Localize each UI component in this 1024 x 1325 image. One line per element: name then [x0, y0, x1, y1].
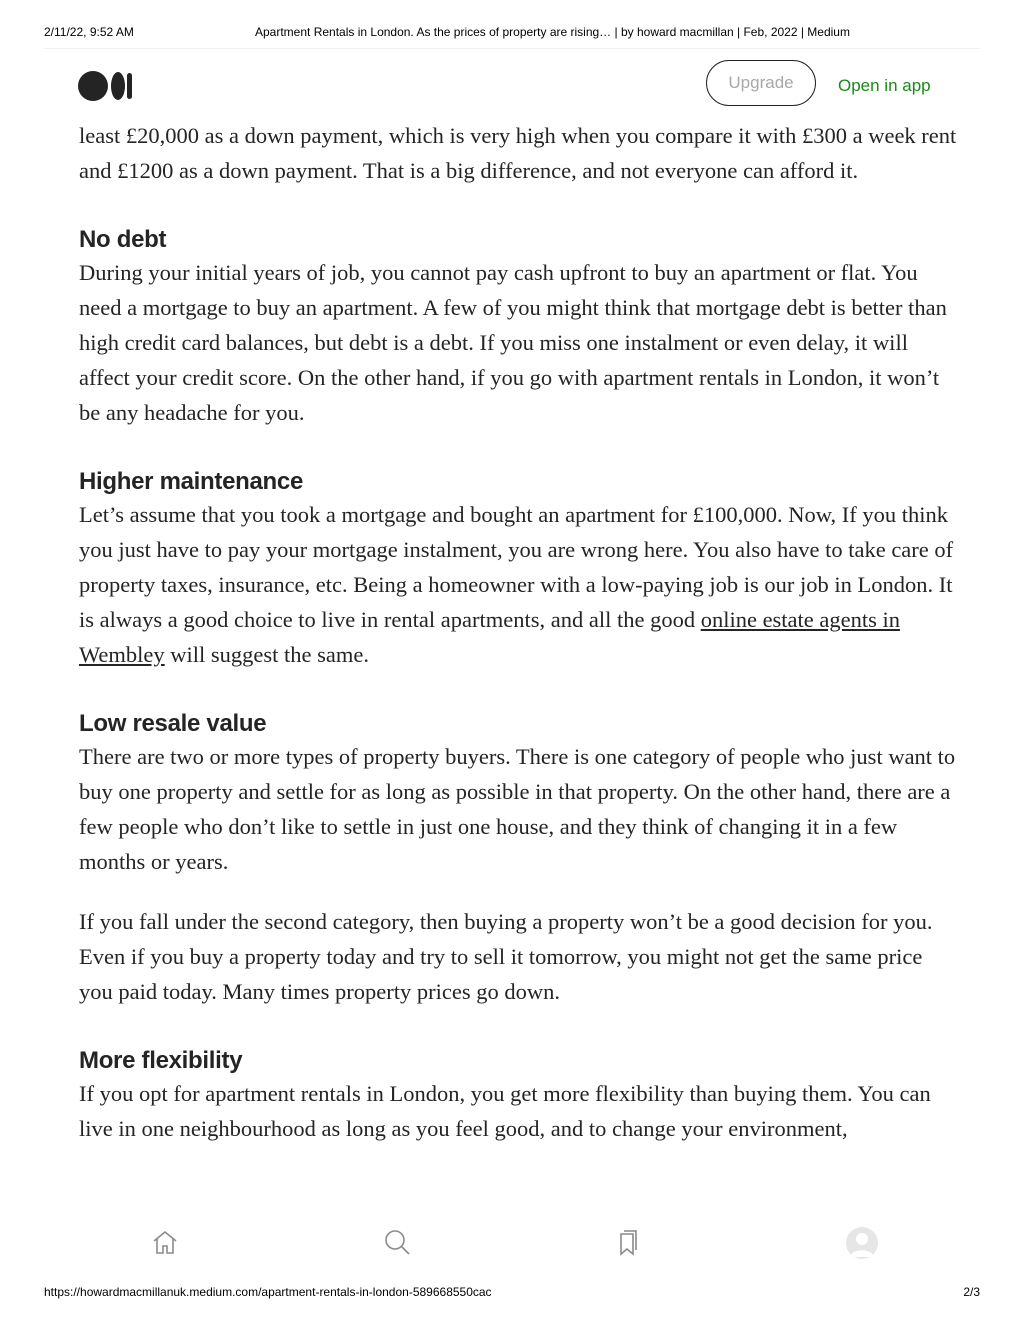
print-url: https://howardmacmillanuk.medium.com/apartment-rentals-in-london-589668550cac: [44, 1285, 492, 1299]
section-heading: Low resale value: [79, 710, 267, 737]
bottom-navigation: [0, 1205, 1024, 1283]
upgrade-button[interactable]: Upgrade: [706, 60, 816, 106]
article-paragraph: [79, 497, 959, 672]
medium-logo-icon[interactable]: [78, 70, 138, 102]
section-heading: Higher maintenance: [79, 468, 303, 495]
article-paragraph: If you fall under the second category, then buying a property won’t be a good decision for you. Even if you buy a property today and try to sell it tomorrow, you might not get the same price you paid today. Many times property prices go down.: [79, 909, 933, 1004]
section-heading: No debt: [79, 226, 167, 253]
print-datetime: 2/11/22, 9:52 AM: [44, 25, 134, 39]
top-bar-divider: [44, 48, 980, 49]
estate-agents-link[interactable]: online estate agents in Wembley: [79, 607, 901, 667]
print-header: [0, 25, 1024, 41]
search-icon[interactable]: [382, 1227, 412, 1257]
open-in-app-link[interactable]: Open in app: [838, 76, 931, 95]
home-icon[interactable]: [150, 1227, 180, 1257]
article-body: [79, 118, 959, 1146]
paragraph-text: Let’s assume that you took a mortgage and bought an apartment for £100,000. Now, If you think you just have to pay your mortgage instalment, you are wrong here. You also have to take care of property taxes, insurance, etc. Being a homeowner with a low-paying job is our job in London. It is always a good choice to live in rental apartments, and all the good: [79, 502, 954, 632]
print-footer: [0, 1285, 1024, 1301]
print-page-number: 2/3: [963, 1285, 980, 1299]
top-bar: [0, 48, 1024, 124]
bookmarks-icon[interactable]: [613, 1227, 643, 1257]
profile-avatar[interactable]: [846, 1227, 878, 1259]
article-paragraph: least £20,000 as a down payment, which is very high when you compare it with £300 a week rent and £1200 as a down payment. That is a big difference, and not everyone can afford it.: [79, 123, 957, 183]
section-heading: More flexibility: [79, 1047, 243, 1074]
article-paragraph: If you opt for apartment rentals in London, you get more flexibility than buying them. You can live in one neighbourhood as long as you feel good, and to change your environment,: [79, 1081, 931, 1141]
article-paragraph: There are two or more types of property buyers. There is one category of people who just want to buy one property and settle for as long as possible in that property. On the other hand, there are a few people who don’t like to settle in just one house, and they think of changing it in a few months or years.: [79, 744, 956, 874]
paragraph-text: will suggest the same.: [164, 642, 370, 667]
print-page-title: Apartment Rentals in London. As the prices of property are rising… | by howard macmillan | Feb, 2022 | Medium: [255, 25, 850, 39]
article-paragraph: During your initial years of job, you cannot pay cash upfront to buy an apartment or flat. You need a mortgage to buy an apartment. A few of you might think that mortgage debt is better than high credit card balances, but debt is a debt. If you miss one instalment or even delay, it will affect your credit score. On the other hand, if you go with apartment rentals in London, it won’t be any headache for you.: [79, 260, 947, 425]
